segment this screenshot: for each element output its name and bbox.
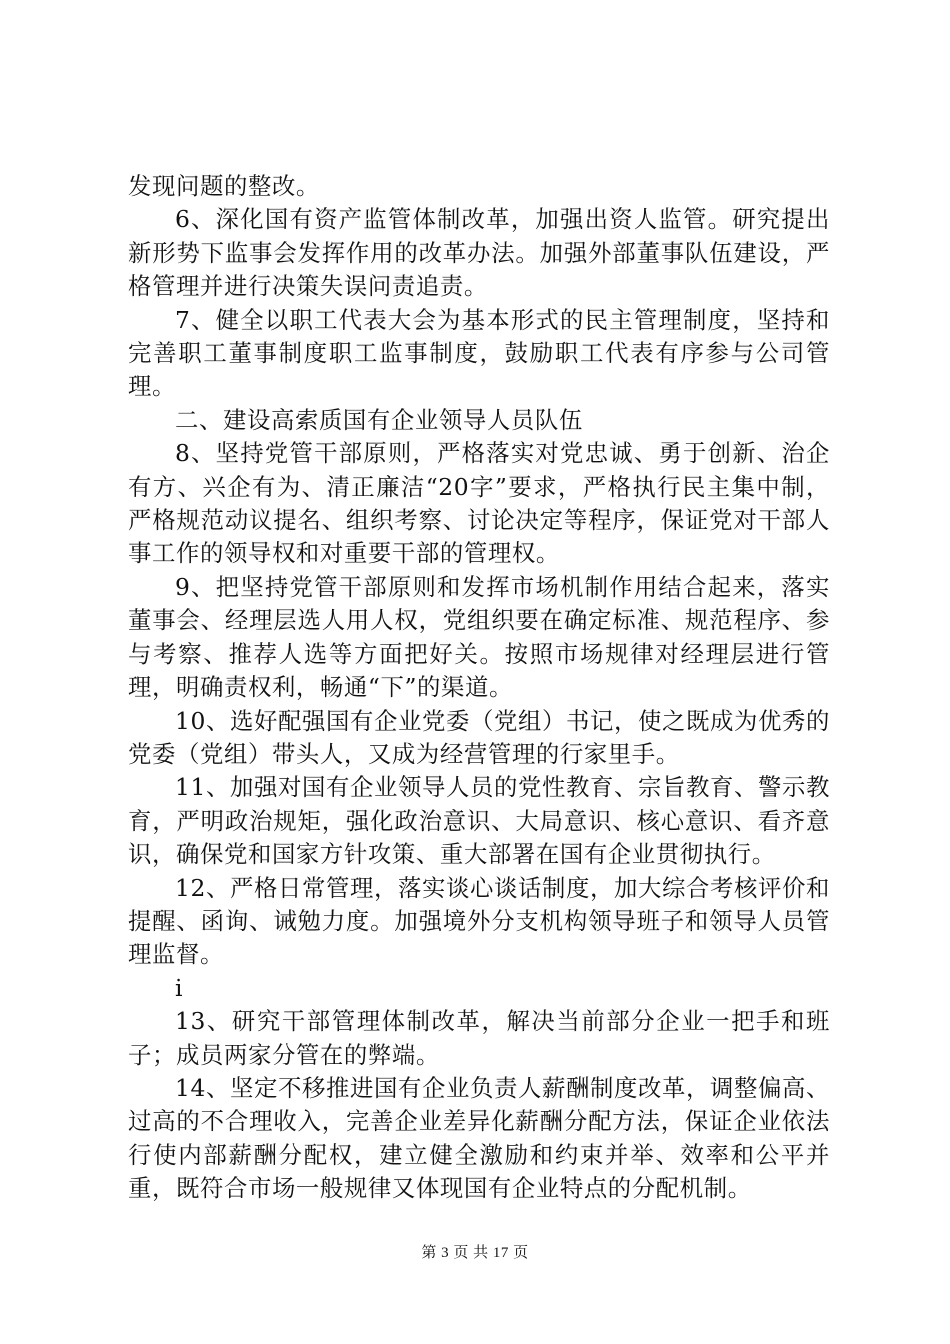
paragraph: 13、研究干部管理体制改革，解决当前部分企业一把手和班子；成员两家分管在的弊端。 <box>128 1007 830 1069</box>
paragraph: 11、加强对国有企业领导人员的党性教育、宗旨教育、警示教育，严明政治规矩，强化政治意识、大局意识、核心意识、看齐意识，确保党和国家方针攻策、重大部署在国有企业贯彻执行。 <box>128 773 830 869</box>
paragraph: i <box>175 973 184 1002</box>
paragraph: 12、严格日常管理，落实谈心谈话制度，加大综合考核评价和提醒、函询、诫勉力度。加强境外分支机构领导班子和领导人员管理监督。 <box>128 873 830 969</box>
paragraph: 14、坚定不移推进国有企业负责人薪酬制度改革，调整偏高、过高的不合理收入，完善企业差异化薪酬分配方法，保证企业依法行使内部薪酬分配权，建立健全激励和约束并举、效率和公平并重，既符合市场一般规律又体现国有企业特点的分配机制。 <box>128 1073 830 1203</box>
paragraph: 二、建设高索质国有企业领导人员队伍 <box>175 405 583 434</box>
document-body <box>128 170 830 1206</box>
paragraph: 发现问题的整改。 <box>128 172 320 200</box>
page-footer: 第 3 页 共 17 页 <box>421 1245 529 1261</box>
paragraph: 10、选好配强国有企业党委（党组）书记，使之既成为优秀的党委（党组）带头人，又成为经营管理的行家里手。 <box>128 706 830 768</box>
paragraph: 7、健全以职工代表大会为基本形式的民主管理制度，坚持和完善职工董事制度职工监事制度，鼓励职工代表有序参与公司管理。 <box>128 305 830 401</box>
paragraph: 6、深化国有资产监管体制改革，加强出资人监管。研究提出新形势下监事会发挥作用的改革办法。加强外部董事队伍建设，严格管理并进行决策失误问责追责。 <box>128 205 830 301</box>
paragraph: 9、把坚持党管干部原则和发挥市场机制作用结合起来，落实董事会、经理层选人用人权，党组织要在确定标准、规范程序、参与考察、推荐人选等方面把好关。按照市场规律对经理层进行管理，明确责权利，畅通“下”的渠道。 <box>128 572 830 702</box>
paragraph: 8、坚持党管干部原则，严格落实对党忠诚、勇于创新、治企有方、兴企有为、清正廉洁“20字”要求，严格执行民主集中制，严格规范动议提名、组织考察、讨论决定等程序，保证党对干部人事工作的领导权和对重要干部的管理权。 <box>128 439 830 568</box>
